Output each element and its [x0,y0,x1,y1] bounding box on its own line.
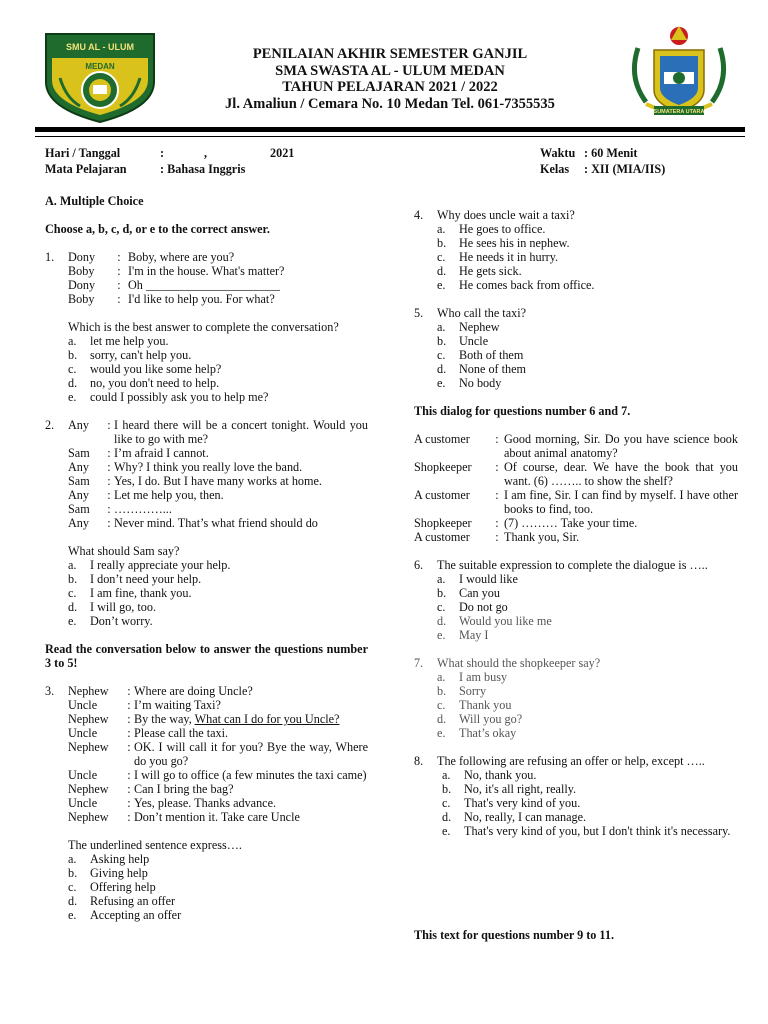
option-text: Nephew [459,320,500,334]
dialog-text: I am fine, Sir. I can find by myself. I have other books to find, too. [504,488,738,516]
option-item [68,362,368,376]
options [437,572,738,642]
option-item [437,572,738,586]
option-letter: e. [437,628,446,642]
document-header [190,46,590,112]
question-8 [414,754,738,838]
option-letter: d. [68,376,78,390]
dialog-text: Of course, dear. We have the book that you want. (6) …….. to show the shelf? [504,460,738,488]
option-text: Would you like me [459,614,552,628]
dialog-colon: : [495,460,499,474]
dialog-colon: : [117,292,121,306]
dialog-line [68,712,368,726]
option-item [437,222,738,236]
option-letter: a. [437,222,446,236]
option-text: Offering help [90,880,156,894]
option-letter: b. [437,334,447,348]
option-letter: d. [437,264,447,278]
option-letter: d. [68,894,78,908]
option-item [437,334,738,348]
option-letter: b. [437,684,447,698]
option-text: I would like [459,572,518,586]
dialog-line [68,264,368,278]
question-3 [45,684,368,922]
dialog-text: I’m afraid I cannot. [114,446,209,460]
speaker: Shopkeeper [414,460,472,474]
right-column [414,208,738,838]
option-item [442,810,738,824]
dialog-text: Where are doing Uncle? [134,684,253,698]
option-text: would you like some help? [90,362,222,376]
option-item [437,278,738,292]
option-item [68,572,368,586]
option-text: sorry, can't help you. [90,348,192,362]
dialog-line [68,418,368,446]
option-text: let me help you. [90,334,169,348]
option-text: Refusing an offer [90,894,176,908]
dialog [68,684,368,824]
dialog-line [68,488,368,502]
option-text: That’s okay [459,726,517,740]
logo-left-text: SMU AL - ULUM [66,42,134,52]
question-2 [45,418,368,628]
option-text: He comes back from office. [459,278,595,292]
option-item [437,320,738,334]
option-text: Can you [459,586,500,600]
options [68,852,368,922]
speaker: Shopkeeper [414,516,472,530]
option-item [68,390,368,404]
header-address: Jl. Amaliun / Cemara No. 10 Medan Tel. 061-7355535 [225,95,555,112]
header-rule-thin [35,136,745,137]
school-logo-left [40,28,160,124]
option-text: He needs it in hurry. [459,250,559,264]
option-text: No, it's all right, really. [464,782,577,796]
option-item [442,796,738,810]
option-letter: b. [68,572,78,586]
option-letter: b. [68,866,78,880]
dialog-line [68,278,368,292]
option-item [437,600,738,614]
speaker: Nephew [68,712,109,726]
info-mapel-label: Mata Pelajaran [45,162,127,176]
dialog-colon: : [107,418,111,432]
instruction: Choose a, b, c, d, or e to the correct answer. [45,222,270,236]
option-text: Asking help [90,852,150,866]
dialog-line [68,796,368,810]
question-text: Which is the best answer to complete the conversation? [68,320,339,334]
option-letter: c. [437,348,446,362]
option-letter: a. [68,334,77,348]
header-exam-title: PENILAIAN AKHIR SEMESTER GANJIL [252,46,528,62]
dialog-colon: : [127,782,131,796]
dialog-colon: : [127,684,131,698]
option-letter: a. [442,768,451,782]
dialog-text: I will go to office (a few minutes the taxi came) [134,768,367,782]
speaker: Dony [68,250,96,264]
option-text: I am fine, thank you. [90,586,192,600]
dialog [414,432,738,544]
info-hari-colon: : [160,146,165,160]
dialog-line [68,474,368,488]
question-number: 2. [45,418,55,432]
dialog-colon: : [117,264,121,278]
dialog-colon: : [127,698,131,712]
dialog-colon: : [127,726,131,740]
speaker: Boby [68,264,95,278]
option-letter: a. [68,852,77,866]
option-letter: e. [442,824,451,838]
speaker: Uncle [68,698,98,712]
option-item [68,348,368,362]
dialog-line [414,432,738,460]
option-letter: e. [68,614,77,628]
speaker: Sam [68,502,90,516]
options [437,768,738,838]
dialog-colon: : [107,516,111,530]
option-item [68,866,368,880]
province-logo-right [624,20,734,124]
section-title: A. Multiple Choice [45,194,144,208]
speaker: Uncle [68,768,98,782]
question-text: Why does uncle wait a taxi? [437,208,575,222]
dialog-text: Please call the taxi. [134,726,229,740]
dialog-text: I’m waiting Taxi? [134,698,221,712]
option-item [437,348,738,362]
dialog-text: Why? I think you really love the band. [114,460,303,474]
question-number: 7. [414,656,424,670]
dialog-text: …………... [114,502,172,516]
question-number: 5. [414,306,424,320]
option-letter: d. [442,810,452,824]
option-text: He goes to office. [459,222,546,236]
question-text: The suitable expression to complete the dialogue is ….. [437,558,708,572]
option-text: He sees his in nephew. [459,236,570,250]
question-7 [414,656,738,740]
option-letter: c. [68,880,77,894]
speaker: Sam [68,446,90,460]
dialog-line [68,782,368,796]
dialog-colon: : [127,796,131,810]
read-note: Read the conversation below to answer the questions number 3 to 5! [45,642,368,670]
option-item [68,558,368,572]
option-letter: e. [437,278,446,292]
option-letter: c. [68,586,77,600]
speaker: Dony [68,278,96,292]
option-text: May I [459,628,489,642]
question-text: Who call the taxi? [437,306,526,320]
option-text: Don’t worry. [90,614,153,628]
option-text: He gets sick. [459,264,522,278]
options [437,670,738,740]
question-text: The underlined sentence express…. [68,838,242,852]
dialog-line [414,488,738,516]
speaker: Any [68,460,89,474]
option-text: Both of them [459,348,524,362]
question-4 [414,208,738,292]
dialog-line [68,446,368,460]
dialog-line [68,502,368,516]
option-letter: b. [437,236,447,250]
option-item [68,600,368,614]
info-kelas-label: Kelas [540,162,570,176]
info-hari-label: Hari / Tanggal [45,146,121,160]
option-text: Do not go [459,600,508,614]
option-letter: e. [68,908,77,922]
option-item [437,614,738,628]
option-item [68,894,368,908]
option-item [442,782,738,796]
speaker: A customer [414,488,470,502]
speaker: A customer [414,432,470,446]
option-item [437,376,738,390]
dialog-text: I'd like to help you. For what? [128,292,275,306]
option-item [68,334,368,348]
left-column [45,194,368,922]
dialog-colon: : [107,502,111,516]
speaker: A customer [414,530,470,544]
dialog-line [68,726,368,740]
option-item [437,586,738,600]
question-number: 3. [45,684,55,698]
question-text: What should the shopkeeper say? [437,656,601,670]
dialog-line [68,250,368,264]
dialog-line [68,740,368,768]
option-text: I really appreciate your help. [90,558,231,572]
dialog-line [68,684,368,698]
option-letter: e. [437,726,446,740]
dialog-colon: : [127,768,131,782]
option-letter: d. [437,712,447,726]
dialog-colon: : [107,446,111,460]
logo-right-text: SUMATERA UTARA [653,109,705,115]
option-item [437,250,738,264]
dialog-note: This dialog for questions number 6 and 7. [414,404,631,418]
dialog-line [414,530,738,544]
dialog-text: I'm in the house. What's matter? [128,264,285,278]
dialog-text [134,712,368,726]
dialog-text: (7) ……… Take your time. [504,516,638,530]
info-kelas-value: : XII (MIA/IIS) [584,162,666,176]
option-text: I am busy [459,670,508,684]
option-text: No, really, I can manage. [464,810,587,824]
option-letter: d. [437,614,447,628]
option-text: That's very kind of you. [464,796,581,810]
dialog-text: I heard there will be a concert tonight. Would you like to go with me? [114,418,368,446]
option-item [437,628,738,642]
option-item [437,264,738,278]
question-text: The following are refusing an offer or help, except ….. [437,754,705,768]
underlined-sentence: What can I do for you Uncle? [194,712,340,726]
option-item [68,908,368,922]
speaker: Uncle [68,726,98,740]
speaker: Any [68,488,89,502]
dialog-text: Good morning, Sir. Do you have science book about animal anatomy? [504,432,738,460]
dialog [68,418,368,530]
question-1 [45,250,368,404]
option-letter: c. [442,796,451,810]
dialog-colon: : [495,516,499,530]
speaker: Nephew [68,782,109,796]
dialog-line [68,768,368,782]
option-item [68,880,368,894]
option-text: No body [459,376,502,390]
dialog-line [68,292,368,306]
header-academic-year: TAHUN PELAJARAN 2021 / 2022 [282,79,498,95]
option-text: None of them [459,362,527,376]
options [437,320,738,390]
info-waktu-value: : 60 Menit [584,146,638,160]
speaker: Boby [68,292,95,306]
options [68,558,368,628]
option-letter: e. [437,376,446,390]
option-letter: b. [442,782,452,796]
question-6 [414,558,738,642]
dialog-text: Let me help you, then. [114,488,224,502]
info-hari-year: 2021 [270,146,295,160]
dialog-text-part: By the way, [134,712,195,726]
dialog [68,250,368,306]
option-item [437,726,738,740]
option-letter: b. [68,348,78,362]
text-note: This text for questions number 9 to 11. [414,928,614,942]
option-letter: d. [437,362,447,376]
question-number: 1. [45,250,55,264]
dialog-line [68,810,368,824]
option-item [68,376,368,390]
speaker: Sam [68,474,90,488]
option-text: Giving help [90,866,148,880]
option-letter: d. [68,600,78,614]
option-text: no, you don't need to help. [90,376,220,390]
logo-left-sub: MEDAN [85,62,115,71]
dialog-line [68,698,368,712]
speaker: Any [68,418,89,432]
option-item [68,614,368,628]
option-text: I don’t need your help. [90,572,202,586]
option-item [437,236,738,250]
question-5 [414,306,738,390]
dialog-colon: : [127,712,131,726]
question-number: 8. [414,754,424,768]
dialog-colon: : [495,432,499,446]
question-number: 6. [414,558,424,572]
option-item [68,852,368,866]
dialog-colon: : [117,278,121,292]
dialog-text: Yes, I do. But I have many works at home. [114,474,322,488]
option-letter: c. [437,600,446,614]
dialog-colon: : [127,810,131,824]
options [68,334,368,404]
info-mapel-value: : Bahasa Inggris [160,162,246,176]
option-item [442,824,738,838]
options [437,222,738,292]
header-school-name: SMA SWASTA AL - ULUM MEDAN [275,62,505,79]
dialog-colon: : [107,488,111,502]
option-letter: a. [437,670,446,684]
dialog-line [414,516,738,530]
option-item [437,712,738,726]
question-number: 4. [414,208,424,222]
question-text: What should Sam say? [68,544,180,558]
option-text: Uncle [459,334,489,348]
option-item [437,670,738,684]
info-waktu-label: Waktu [540,146,576,160]
speaker: Nephew [68,684,109,698]
dialog-text: Boby, where are you? [128,250,235,264]
option-letter: a. [68,558,77,572]
info-hari-comma: , [204,146,208,160]
option-item [437,698,738,712]
option-text: No, thank you. [464,768,537,782]
dialog-colon: : [107,474,111,488]
option-letter: a. [437,320,446,334]
dialog-colon: : [117,250,121,264]
option-letter: a. [437,572,446,586]
option-text: Thank you [459,698,512,712]
option-item [442,768,738,782]
option-text: That's very kind of you, but I don't think it's necessary. [464,824,731,838]
header-rule-thick [35,127,745,132]
dialog-text: Never mind. That’s what friend should do [114,516,318,530]
option-text: Sorry [459,684,487,698]
option-text: Accepting an offer [90,908,182,922]
option-letter: c. [437,250,446,264]
dialog-colon: : [495,530,499,544]
dialog-text: OK. I will call it for you? Bye the way, Where do you go? [134,740,368,768]
dialog-colon: : [495,488,499,502]
option-item [68,586,368,600]
dialog-text: Thank you, Sir. [504,530,580,544]
option-letter: e. [68,390,77,404]
dialog-colon: : [127,740,131,754]
option-letter: c. [68,362,77,376]
option-letter: c. [437,698,446,712]
dialog-line [414,460,738,488]
speaker: Nephew [68,810,109,824]
dialog-colon: : [107,460,111,474]
option-text: could I possibly ask you to help me? [90,390,269,404]
dialog-text: Yes, please. Thanks advance. [134,796,277,810]
option-text: I will go, too. [90,600,157,614]
speaker: Uncle [68,796,98,810]
dialog-line [68,460,368,474]
option-letter: b. [437,586,447,600]
dialog-line [68,516,368,530]
dialog-text: Oh ______________________ [128,278,281,292]
speaker: Any [68,516,89,530]
dialog-text: Don’t mention it. Take care Uncle [134,810,300,824]
option-item [437,362,738,376]
option-text: Will you go? [459,712,523,726]
dialog-text: Can I bring the bag? [134,782,234,796]
speaker: Nephew [68,740,109,754]
option-item [437,684,738,698]
